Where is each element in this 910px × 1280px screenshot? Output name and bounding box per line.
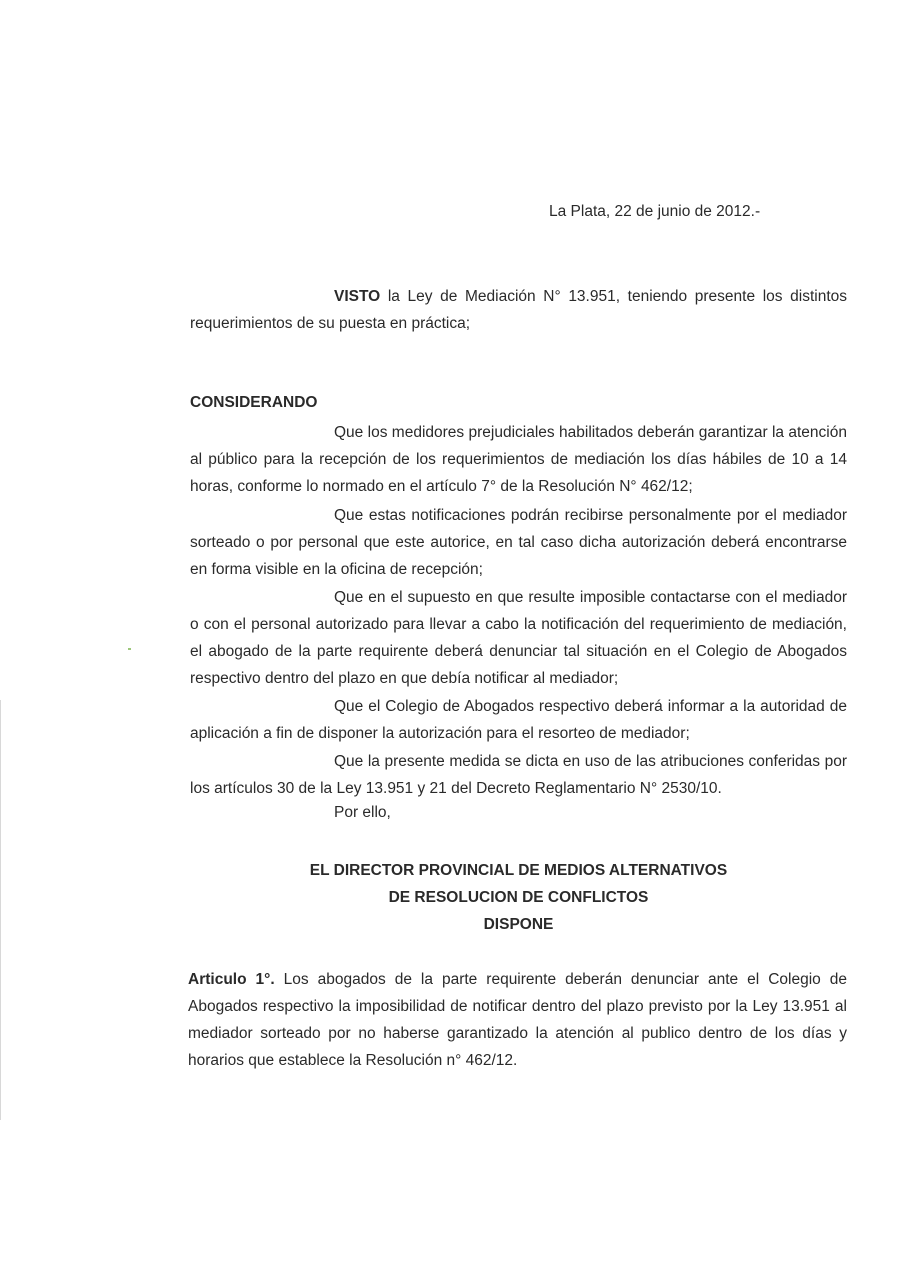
visto-text: la Ley de Mediación N° 13.951, teniendo presente los distintos requerimientos de su puesta en práctica; <box>190 288 847 332</box>
considerando-heading: CONSIDERANDO <box>190 394 318 411</box>
visto-paragraph <box>190 283 847 337</box>
dispone-heading: DISPONE <box>483 916 554 933</box>
visto-label: VISTO <box>334 288 381 305</box>
por-ello-text: Por ello, <box>334 804 391 821</box>
considerando-paragraph-3: Que en el supuesto en que resulte imposible contactarse con el mediador o con el personal autorizado para llevar a cabo la notificación del requerimiento de mediación, el abogado de la parte requirente deberá denunciar tal situación en el Colegio de Abogados respectivo dentro del plazo en que debía notificar al mediador; <box>190 589 847 687</box>
scan-speck <box>128 648 131 650</box>
considerando-paragraph-4: Que el Colegio de Abogados respectivo deberá informar a la autoridad de aplicación a fin de disponer la autorización para el resorteo de mediador; <box>190 698 847 742</box>
authority-line-1: EL DIRECTOR PROVINCIAL DE MEDIOS ALTERNATIVOS <box>309 862 728 879</box>
article-1-paragraph <box>188 966 847 1074</box>
considerando-paragraph-1: Que los medidores prejudiciales habilitados deberán garantizar la atención al público para la recepción de los requerimientos de mediación los días hábiles de 10 a 14 horas, conforme lo normado en el artículo 7° de la Resolución N° 462/12; <box>190 424 847 495</box>
document-date: La Plata, 22 de junio de 2012.- <box>549 203 761 220</box>
authority-line-2: DE RESOLUCION DE CONFLICTOS <box>388 889 649 906</box>
scan-edge-line <box>0 700 1 1120</box>
authority-block <box>190 857 847 938</box>
article-1-label: Articulo 1°. <box>188 971 275 988</box>
considerando-paragraph-2: Que estas notificaciones podrán recibirse personalmente por el mediador sorteado o por personal que este autorice, en tal caso dicha autorización deberá encontrarse en forma visible en la oficina de recepción; <box>190 507 847 578</box>
considerando-paragraph-5: Que la presente medida se dicta en uso de las atribuciones conferidas por los artículos 30 de la Ley 13.951 y 21 del Decreto Reglamentario N° 2530/10. <box>190 753 847 797</box>
article-1-text: Los abogados de la parte requirente deberán denunciar ante el Colegio de Abogados respectivo la imposibilidad de notificar dentro del plazo previsto por la Ley 13.951 al mediador sorteado por no haberse garantizado la atención al publico dentro de los días y horarios que establece la Resolución n° 462/12. <box>188 971 847 1069</box>
